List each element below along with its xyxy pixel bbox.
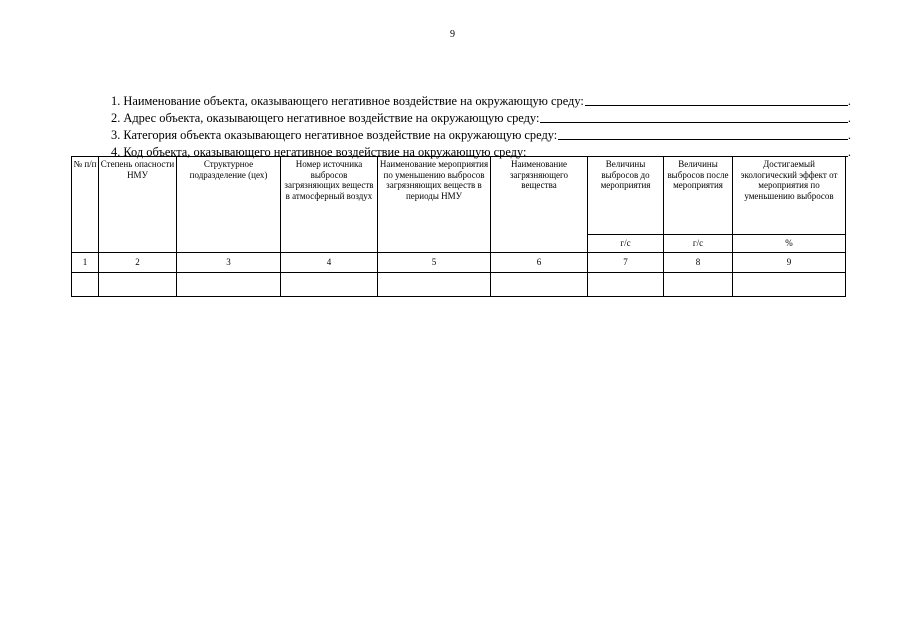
table-cell[interactable]: [72, 273, 99, 297]
header-danger-level: Степень опасности НМУ: [99, 157, 177, 253]
column-number: 2: [99, 253, 177, 273]
header-department: Структурное подразделение (цех): [177, 157, 281, 253]
header-pollutant-name: Наименование загрязняющего вещества: [491, 157, 588, 253]
column-number: 5: [378, 253, 491, 273]
field-end: .: [847, 94, 851, 108]
table-cell[interactable]: [378, 273, 491, 297]
field-label: 3. Категория объекта оказывающего негативное воздействие на окружающую среду:: [111, 128, 558, 142]
table-header-row: [72, 157, 846, 235]
header-source-number: Номер источника выбросов загрязняющих веществ в атмосферный воздух: [281, 157, 378, 253]
table-cell[interactable]: [588, 273, 664, 297]
header-measure-name: Наименование мероприятия по уменьшению выбросов загрязняющих веществ в периоды НМУ: [378, 157, 491, 253]
header-ecological-effect: Достигаемый экологический эффект от мероприятия по уменьшению выбросов: [733, 157, 846, 235]
field-object-address: [111, 110, 851, 127]
table-cell[interactable]: [664, 273, 733, 297]
object-address-blank[interactable]: [540, 121, 847, 123]
field-label: 4. Код объекта, оказывающего негативное воздействие на окружающую среду:: [111, 145, 527, 159]
unit-emissions-before: г/с: [588, 235, 664, 253]
table-cell[interactable]: [177, 273, 281, 297]
object-category-blank[interactable]: [558, 138, 848, 140]
field-object-name: [111, 93, 851, 110]
object-name-blank[interactable]: [585, 104, 848, 106]
table-row: [72, 273, 846, 297]
column-number: 3: [177, 253, 281, 273]
measures-table: [71, 156, 846, 297]
unit-ecological-effect: %: [733, 235, 846, 253]
column-number: 1: [72, 253, 99, 273]
field-label: 2. Адрес объекта, оказывающего негативное воздействие на окружающую среду:: [111, 111, 540, 125]
field-end: .: [847, 145, 851, 159]
column-number: 6: [491, 253, 588, 273]
table-cell[interactable]: [733, 273, 846, 297]
column-number: 4: [281, 253, 378, 273]
table-column-numbers-row: [72, 253, 846, 273]
table-cell[interactable]: [99, 273, 177, 297]
header-emissions-after: Величины выбросов после мероприятия: [664, 157, 733, 235]
header-row-number: № п/п: [72, 157, 99, 253]
table-cell[interactable]: [491, 273, 588, 297]
table-cell[interactable]: [281, 273, 378, 297]
column-number: 8: [664, 253, 733, 273]
object-info-fields: [111, 93, 851, 161]
unit-emissions-after: г/с: [664, 235, 733, 253]
header-emissions-before: Величины выбросов до мероприятия: [588, 157, 664, 235]
column-number: 7: [588, 253, 664, 273]
field-end: .: [847, 128, 851, 142]
page-number: 9: [450, 29, 455, 40]
field-label: 1. Наименование объекта, оказывающего негативное воздействие на окружающую среду:: [111, 94, 584, 108]
field-end: .: [847, 111, 851, 125]
column-number: 9: [733, 253, 846, 273]
field-object-category: [111, 127, 851, 144]
